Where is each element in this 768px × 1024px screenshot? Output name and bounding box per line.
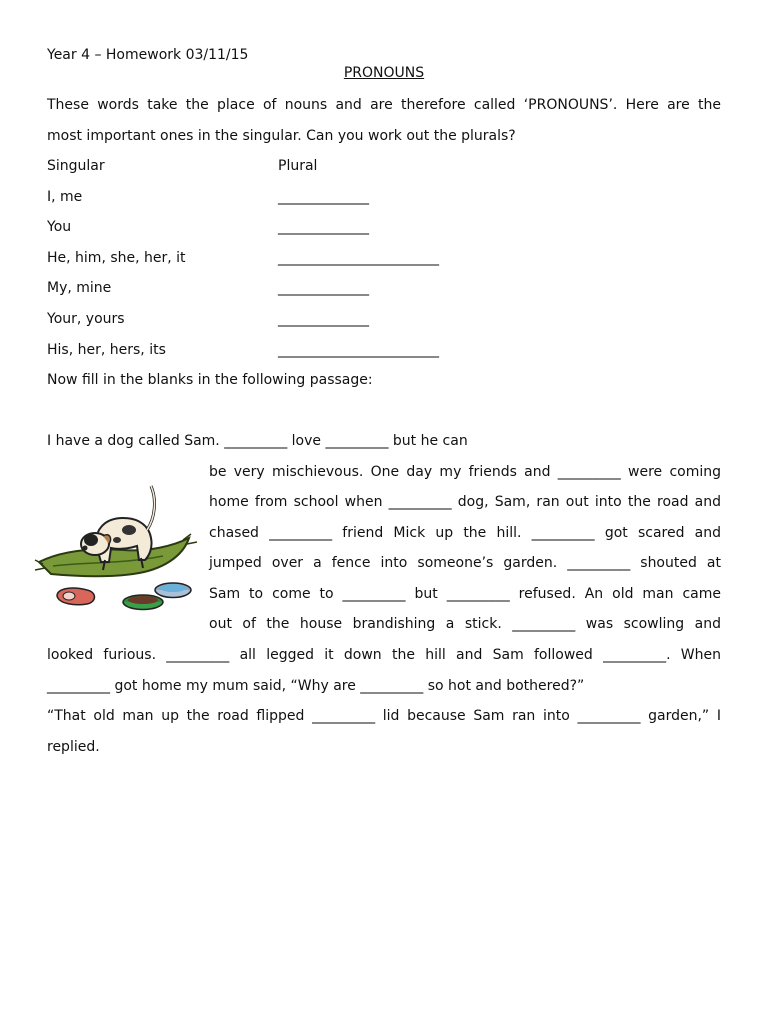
passage-line: chased _________ friend Mick up the hill. _________ got scared and bbox=[209, 525, 721, 541]
dog-on-blanket-icon bbox=[33, 478, 201, 616]
intro-line-1: These words take the place of nouns and are therefore called ‘PRONOUNS’. Here are the bbox=[47, 97, 721, 113]
passage-line: I have a dog called Sam. _________ love _________ but he can bbox=[47, 433, 468, 449]
intro-line-2: most important ones in the singular. Can you work out the plurals? bbox=[47, 128, 516, 144]
header-line: Year 4 – Homework 03/11/15 bbox=[47, 47, 249, 63]
plural-blank: _____________ bbox=[278, 219, 369, 235]
plural-header: Plural bbox=[278, 158, 318, 174]
passage-line: replied. bbox=[47, 739, 100, 755]
instruction-line: Now fill in the blanks in the following passage: bbox=[47, 372, 373, 388]
singular-cell: Your, yours bbox=[47, 311, 125, 327]
page-title: PRONOUNS bbox=[343, 65, 425, 81]
singular-cell: I, me bbox=[47, 189, 83, 205]
singular-cell: My, mine bbox=[47, 280, 112, 296]
passage-line: Sam to come to _________ but _________ refused. An old man came bbox=[209, 586, 721, 602]
singular-cell: His, her, hers, its bbox=[47, 342, 166, 358]
plural-blank: _______________________ bbox=[278, 250, 439, 266]
plural-blank: _____________ bbox=[278, 280, 369, 296]
plural-blank: _____________ bbox=[278, 189, 369, 205]
singular-cell: You bbox=[47, 219, 72, 235]
singular-header: Singular bbox=[47, 158, 105, 174]
passage-line: looked furious. _________ all legged it down the hill and Sam followed _________. When bbox=[47, 647, 721, 663]
passage-line: be very mischievous. One day my friends and _________ were coming bbox=[209, 464, 721, 480]
singular-cell: He, him, she, her, it bbox=[47, 250, 186, 266]
plural-blank: _______________________ bbox=[278, 342, 439, 358]
passage-line: “That old man up the road flipped _________ lid because Sam ran into _________ garden,” I bbox=[47, 708, 721, 724]
passage-line: home from school when _________ dog, Sam, ran out into the road and bbox=[209, 494, 721, 510]
passage-line: out of the house brandishing a stick. _________ was scowling and bbox=[209, 616, 721, 632]
passage-line: _________ got home my mum said, “Why are _________ so hot and bothered?” bbox=[47, 678, 585, 694]
plural-blank: _____________ bbox=[278, 311, 369, 327]
passage-line: jumped over a fence into someone’s garden. _________ shouted at bbox=[209, 555, 721, 571]
